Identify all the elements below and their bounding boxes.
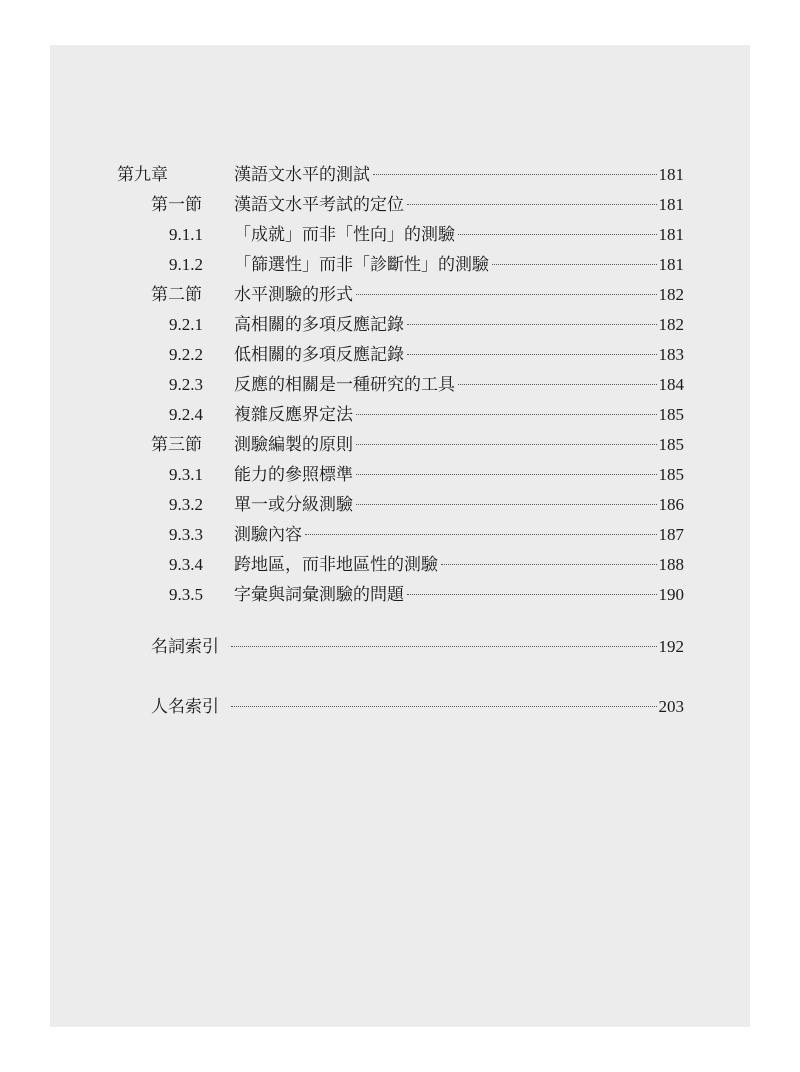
dot-leader bbox=[373, 174, 657, 175]
dot-leader bbox=[305, 534, 657, 535]
toc-chapter-row bbox=[50, 160, 750, 190]
entry-number: 9.3.2 bbox=[169, 495, 203, 514]
toc-subsection-row bbox=[50, 310, 750, 340]
entry-number: 9.1.1 bbox=[169, 225, 203, 244]
entry-number: 9.3.1 bbox=[169, 465, 203, 484]
entry-number: 9.2.3 bbox=[169, 375, 203, 394]
entry-number: 9.2.2 bbox=[169, 345, 203, 364]
dot-leader bbox=[407, 594, 657, 595]
entry-title: 高相關的多項反應記錄 bbox=[234, 315, 404, 335]
dot-leader bbox=[407, 324, 657, 325]
dot-leader bbox=[441, 564, 657, 565]
entry-title: 測驗內容 bbox=[234, 525, 302, 545]
entry-title: 水平測驗的形式 bbox=[234, 285, 353, 305]
entry-page-number: 181 bbox=[658, 255, 684, 274]
entry-title: 「篩選性」而非「診斷性」的測驗 bbox=[234, 255, 489, 275]
entry-title: 反應的相關是一種研究的工具 bbox=[234, 375, 455, 395]
entry-number: 第一節 bbox=[151, 195, 202, 215]
dot-leader bbox=[231, 706, 657, 707]
entry-number: 9.3.4 bbox=[169, 555, 203, 574]
entry-number: 9.2.4 bbox=[169, 405, 203, 424]
dot-leader bbox=[356, 444, 657, 445]
entry-page-number: 185 bbox=[658, 435, 684, 454]
entry-page-number: 190 bbox=[658, 585, 684, 604]
dot-leader bbox=[231, 646, 657, 647]
entry-page-number: 182 bbox=[658, 285, 684, 304]
dot-leader bbox=[492, 264, 657, 265]
toc-subsection-row bbox=[50, 340, 750, 370]
entry-page-number: 185 bbox=[658, 405, 684, 424]
entry-title: 低相關的多項反應記錄 bbox=[234, 345, 404, 365]
toc-subsection-row bbox=[50, 520, 750, 550]
entry-title: 「成就」而非「性向」的測驗 bbox=[234, 225, 455, 245]
dot-leader bbox=[458, 384, 657, 385]
entry-page-number: 183 bbox=[658, 345, 684, 364]
entry-title: 字彙與詞彙測驗的問題 bbox=[234, 585, 404, 605]
dot-leader bbox=[458, 234, 657, 235]
entry-number: 9.3.3 bbox=[169, 525, 203, 544]
entry-page-number: 181 bbox=[658, 225, 684, 244]
toc-section-row bbox=[50, 190, 750, 220]
toc-subsection-row bbox=[50, 370, 750, 400]
entry-title: 單一或分級測驗 bbox=[234, 495, 353, 515]
entry-title: 能力的參照標準 bbox=[234, 465, 353, 485]
toc-subsection-row bbox=[50, 250, 750, 280]
dot-leader bbox=[407, 354, 657, 355]
entry-page-number: 184 bbox=[658, 375, 684, 394]
entry-title: 漢語文水平考試的定位 bbox=[234, 195, 404, 215]
entry-number: 第三節 bbox=[151, 435, 202, 455]
entry-page-number: 182 bbox=[658, 315, 684, 334]
chapter-page-number: 181 bbox=[658, 165, 684, 184]
index-title: 名詞索引 bbox=[151, 637, 219, 657]
entry-title: 跨地區，而非地區性的測驗 bbox=[234, 555, 438, 575]
dot-leader bbox=[356, 504, 657, 505]
chapter-number: 第九章 bbox=[117, 165, 168, 185]
toc-index-row bbox=[50, 692, 750, 722]
entry-number: 9.1.2 bbox=[169, 255, 203, 274]
entry-number: 9.3.5 bbox=[169, 585, 203, 604]
toc-subsection-row bbox=[50, 460, 750, 490]
toc-subsection-row bbox=[50, 490, 750, 520]
toc-section-row bbox=[50, 280, 750, 310]
dot-leader bbox=[407, 204, 657, 205]
entry-number: 9.2.1 bbox=[169, 315, 203, 334]
entry-page-number: 188 bbox=[658, 555, 684, 574]
dot-leader bbox=[356, 294, 657, 295]
toc-section-row bbox=[50, 430, 750, 460]
entry-page-number: 185 bbox=[658, 465, 684, 484]
entry-page-number: 181 bbox=[658, 195, 684, 214]
toc-index-row bbox=[50, 632, 750, 662]
chapter-title: 漢語文水平的測試 bbox=[234, 165, 370, 185]
toc-subsection-row bbox=[50, 580, 750, 610]
entry-number: 第二節 bbox=[151, 285, 202, 305]
index-page-number: 192 bbox=[658, 637, 684, 656]
entry-title: 複雜反應界定法 bbox=[234, 405, 353, 425]
dot-leader bbox=[356, 474, 657, 475]
dot-leader bbox=[356, 414, 657, 415]
entry-title: 測驗編製的原則 bbox=[234, 435, 353, 455]
index-title: 人名索引 bbox=[151, 697, 219, 717]
toc-subsection-row bbox=[50, 400, 750, 430]
toc-subsection-row bbox=[50, 220, 750, 250]
book-page bbox=[50, 45, 750, 1027]
index-page-number: 203 bbox=[658, 697, 684, 716]
entry-page-number: 187 bbox=[658, 525, 684, 544]
toc-subsection-row bbox=[50, 550, 750, 580]
entry-page-number: 186 bbox=[658, 495, 684, 514]
